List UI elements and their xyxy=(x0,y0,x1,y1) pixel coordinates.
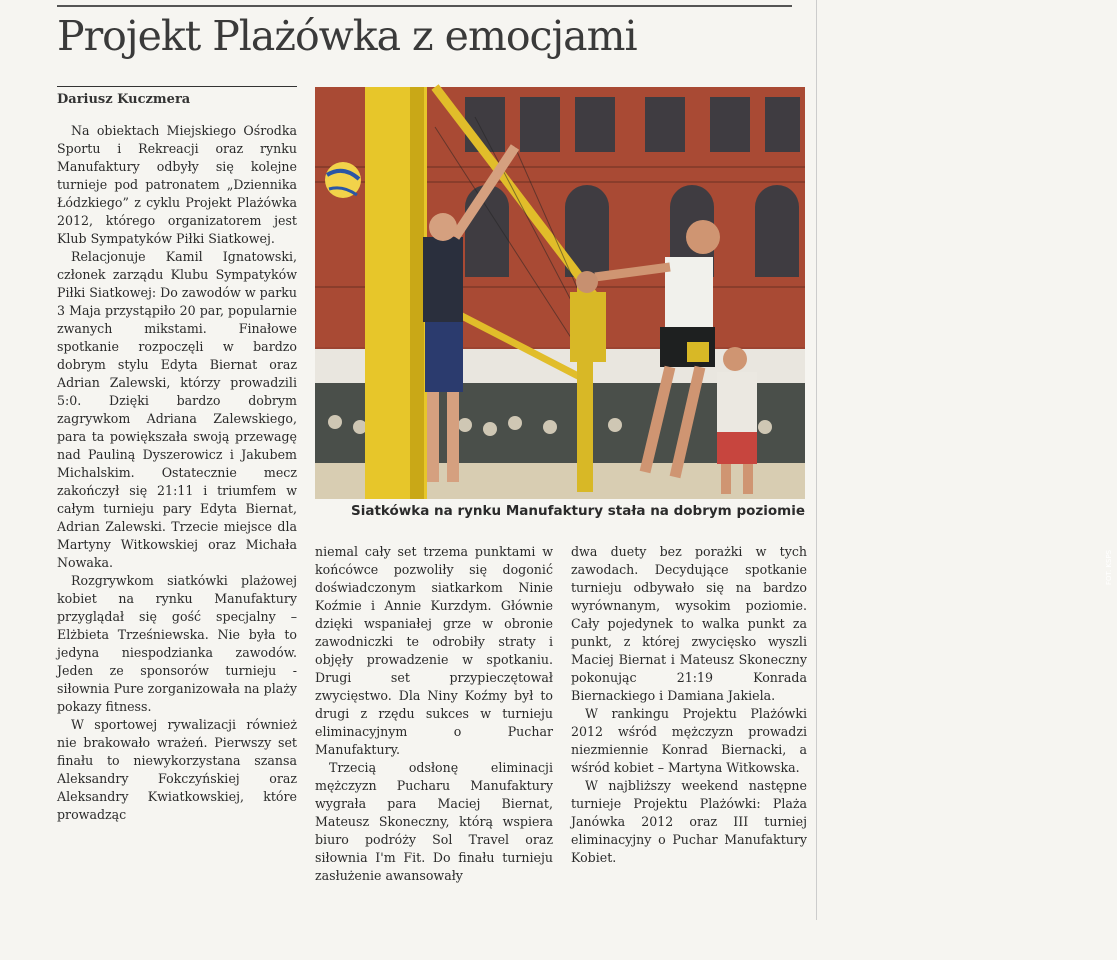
top-rule xyxy=(57,5,792,7)
text-column-1 xyxy=(57,122,297,824)
paragraph: Trzecią odsłonę eliminacji mężczyzn Pucharu Manufaktury wygrała para Maciej Biernat, Mateusz Skoneczny, którą wspiera biuro podróży Sol Travel oraz siłownia I'm Fit. Do finału turnieju zasłużenie awansowały xyxy=(315,760,553,883)
paragraph: W rankingu Projektu Plażówki 2012 wśród mężczyzn prowadzi niezmiennie Konrad Biernacki, a wśród kobiet – Martyna Witkowska. xyxy=(571,706,807,775)
paragraph: dwa duety bez porażki w tych zawodach. Decydujące spotkanie turnieju odbywało się na bardzo wyrównanym, wysokim poziomie. Cały pojedynek to walka punkt za punkt, z której zwycięsko wyszli Maciej Biernat i Mateusz Skoneczny pokonując 21:19 Konrada Biernackiego i Damiana Jakiela. xyxy=(571,544,807,703)
photo-illustration xyxy=(315,87,805,499)
paragraph: Na obiektach Miejskiego Ośrodka Sportu i Rekreacji oraz rynku Manufaktury odbyły się kolejne turnieje pod patronatem „Dziennika Łódzkiego” z cyklu Projekt Plażówka 2012, którego organizatorem jest Klub Sympatyków Piłki Siatkowej. xyxy=(57,123,297,246)
text-column-3 xyxy=(571,543,807,867)
paragraph: niemal cały set trzema punktami w końcówce pozwoliły się dogonić doświadczonym siatkarkom Ninie Koźmie i Annie Kurzdym. Głównie dzięki wspaniałej grze w obronie zawodniczki te odrobiły straty i objęły prowadzenie w spotkaniu. Drugi set przypieczętował zwycięstwo. Dla Niny Koźmy był to drugi z rzędu sukces w turnieju eliminacyjnym o Puchar Manufaktury. xyxy=(315,544,553,757)
paragraph: W najbliższy weekend następne turnieje Projektu Plażówki: Plaża Janówka 2012 oraz III turniej eliminacyjny o Puchar Manufaktury Kobiet. xyxy=(571,778,807,865)
author-byline: Dariusz Kuczmera xyxy=(57,92,191,107)
headline: Projekt Plażówka z emocjami xyxy=(57,12,637,60)
paragraph: Relacjonuje Kamil Ignatowski, członek zarządu Klubu Sympatyków Piłki Siatkowej: Do zawodów w parku 3 Maja przystąpiło 20 par, popularnie zwanych mikstami. Finałowe spotkanie rozpoczęli w bardzo dobrym stylu Edyta Biernat oraz Adrian Zalewski, którzy prowadzili 5:0. Dzięki bardzo dobrym zagrywkom Adriana Zalewskiego, para ta powiększała swoją przewagę nad Pauliną Dyszerowicz i Jakubem Michalskim. Ostatecznie mecz zakończył się 21:11 i triumfem w całym turnieju pary Edyta Biernat, Adrian Zalewski. Trzecie miejsce dla Martyny Witkowskiej oraz Michała Nowaka. xyxy=(57,249,297,570)
page-edge xyxy=(816,0,817,920)
paragraph: Rozgrywkom siatkówki plażowej kobiet na rynku Manufaktury przyglądał się gość specjalny – Elżbieta Trześniewska. Nie była to jedyna niespodzianka zawodów. Jeden ze sponsorów turnieju - siłownia Pure zorganizowała na plaży pokazy fitness. xyxy=(57,573,297,714)
photo-credit: FOT. KSPS xyxy=(1105,549,1113,585)
author-rule xyxy=(57,86,297,87)
photo-caption: Siatkówka na rynku Manufaktury stała na dobrym poziomie xyxy=(350,503,805,519)
paragraph: W sportowej rywalizacji również nie brakowało wrażeń. Pierwszy set finału to niewykorzystana szansa Aleksandry Fokczyńskiej oraz Aleksandry Kwiatkowskiej, które prowadząc xyxy=(57,717,297,822)
text-column-2 xyxy=(315,543,553,885)
